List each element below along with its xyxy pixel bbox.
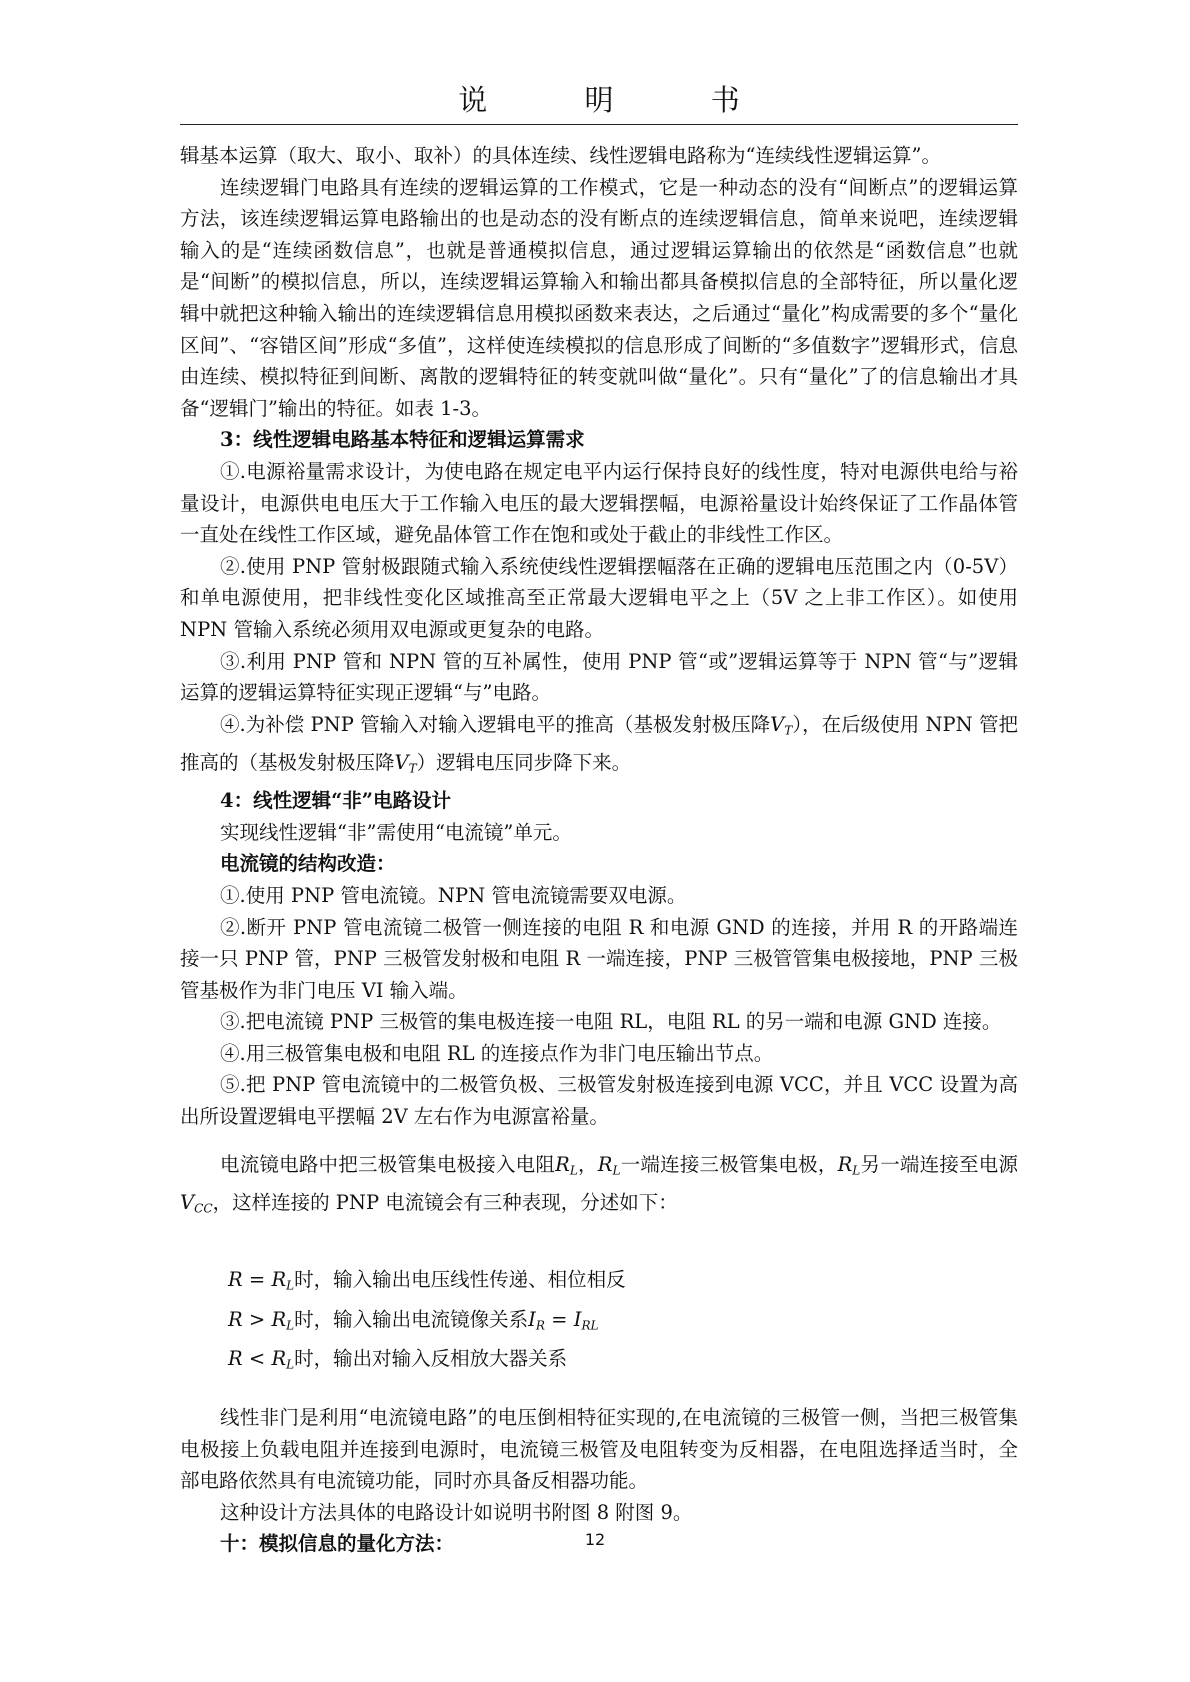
math-symbol: R [597, 1152, 613, 1176]
text: ④.为补偿 PNP 管输入对输入逻辑电平的推高（基极发射极压降 [220, 712, 771, 736]
header-title: 说 明 书 [458, 83, 784, 117]
math-subscript: R [535, 1318, 545, 1333]
math-operator: > [242, 1307, 272, 1331]
section-heading: 4：线性逻辑“非”电路设计 [220, 789, 452, 813]
spacer [180, 1133, 1018, 1149]
page-body [180, 140, 1018, 1560]
math-subscript: L [286, 1278, 295, 1293]
section-heading: 十：模拟信息的量化方法： [220, 1532, 455, 1556]
condition-text: 时，输入输出电压线性传递、相位相反 [294, 1268, 626, 1292]
text: ， [577, 1152, 598, 1176]
math-symbol: V [180, 1190, 195, 1214]
math-operator: = [242, 1268, 272, 1292]
math-symbol: R [271, 1347, 287, 1371]
math-operator: < [242, 1347, 272, 1371]
paragraph: 实现线性逻辑“非”需使用“电流镜”单元。 [220, 820, 572, 844]
condition-text: 时，输出对输入反相放大器关系 [294, 1347, 568, 1371]
math-symbol: R [271, 1307, 287, 1331]
text: ，这样连接的 PNP 电流镜会有三种表现，分述如下： [212, 1190, 678, 1214]
paragraph: ①.电源裕量需求设计，为使电路在规定电平内运行保持良好的线性度，特对电源供电给与裕量设计，电源供电电压大于工作输入电压的最大逻辑摆幅，电源裕量设计始终保证了工作晶体管一直处在线性工作区域，避免晶体管工作在饱和或处于截止的非线性工作区。 [180, 459, 1018, 547]
spacer [180, 1225, 1018, 1263]
condition-text: 时，输入输出电流镜像关系 [294, 1307, 529, 1331]
math-symbol: R [555, 1152, 570, 1176]
text: 另一端连接至电源 [860, 1152, 1018, 1176]
text: 一端连接三极管集电极， [620, 1152, 838, 1176]
header-rule [180, 124, 1018, 125]
paragraph: ④.用三极管集电极和电阻 RL 的连接点作为非门电压输出节点。 [220, 1041, 774, 1065]
paragraph: ②.断开 PNP 管电流镜二极管一侧连接的电阻 R 和电源 GND 的连接，并用 R 的开路端连接一只 PNP 管，PNP 三极管发射极和电阻 R 一端连接，PNP 三极管管集电极接地，PNP 三极管基极作为非门电压 VI 输入端。 [180, 915, 1018, 1002]
paragraph: ⑤.把 PNP 管电流镜中的二极管负极、三极管发射极连接到电源 VCC，并且 VCC 设置为高出所设置逻辑电平摆幅 2V 左右作为电源富裕量。 [180, 1073, 1018, 1129]
condition-line [180, 1303, 1018, 1343]
math-subscript: L [852, 1163, 861, 1178]
paragraph: ①.使用 PNP 管电流镜。NPN 管电流镜需要双电源。 [220, 883, 687, 907]
paragraph-rl-first [180, 1149, 1018, 1225]
math-subscript: L [286, 1357, 295, 1372]
math-subscript: T [784, 723, 793, 738]
subheading: 电流镜的结构改造： [220, 852, 396, 876]
paragraph: ②.使用 PNP 管射极跟随式输入系统使线性逻辑摆幅落在正确的逻辑电压范围之内（0-5V）和单电源使用，把非线性变化区域推高至正常最大逻辑电平之上（5V 之上非工作区）。如使用 NPN 管输入系统必须用双电源或更复杂的电路。 [180, 554, 1018, 641]
paragraph: 连续逻辑门电路具有连续的逻辑运算的工作模式，它是一种动态的没有“间断点”的逻辑运算方法，该连续逻辑运算电路输出的也是动态的没有断点的连续逻辑信息，简单来说吧，连续逻辑输入的是“连续函数信息”，也就是普通模拟信息，通过逻辑运算输出的依然是“函数信息”也就是“间断”的模拟信息，所以，连续逻辑运算输入和输出都具备模拟信息的全部特征，所以量化逻辑中就把这种输入输出的连续逻辑信息用模拟函数来表达，之后通过“量化”构成需要的多个“量化区间”、“容错区间”形成“多值”，这样使连续模拟的信息形成了间断的“多值数字”逻辑形式，信息由连续、模拟特征到间断、离散的逻辑特征的转变就叫做“量化”。只有“量化”了的信息输出才具备“逻辑门”输出的特征。如表 1-3。 [180, 175, 1018, 420]
math-symbol: V [770, 712, 785, 736]
paragraph-vt [180, 709, 1018, 785]
math-symbol: I [528, 1307, 536, 1331]
paragraph: 线性非门是利用“电流镜电路”的电压倒相特征实现的,在电流镜的三极管一侧，当把三极管集电极接上负载电阻并连接到电源时，电流镜三极管及电阻转变为反相器，在电阻选择适当时，全部电路依然具有电流镜功能，同时亦具备反相器功能。 [180, 1405, 1018, 1493]
paragraph: 辑基本运算（取大、取小、取补）的具体连续、线性逻辑电路称为“连续线性逻辑运算”。 [180, 144, 941, 167]
section-heading: 3：线性逻辑电路基本特征和逻辑运算需求 [220, 428, 585, 452]
math-subscript: T [408, 761, 417, 776]
math-symbol: R [837, 1152, 853, 1176]
math-symbol: V [394, 750, 409, 774]
math-symbol: R [228, 1307, 243, 1331]
math-subscript: L [612, 1163, 621, 1178]
condition-line [180, 1342, 1018, 1382]
text: ）逻辑电压同步降下来。 [416, 750, 632, 774]
math-symbol: R [228, 1347, 243, 1371]
math-symbol: = I [544, 1307, 582, 1331]
math-subscript: RL [581, 1318, 599, 1333]
math-subscript: L [286, 1318, 295, 1333]
math-symbol: R [228, 1268, 243, 1292]
page-number: 12 [584, 1530, 606, 1549]
math-subscript: CC [194, 1201, 213, 1216]
text: ），在后级使用 NPN 管把推高的（基极发射极压降 [180, 712, 1018, 774]
condition-line [180, 1263, 1018, 1303]
spacer [180, 1382, 1018, 1402]
math-subscript: L [569, 1163, 578, 1178]
text: 电流镜电路中把三极管集电极接入电阻 [220, 1152, 556, 1176]
paragraph: ③.把电流镜 PNP 三极管的集电极连接一电阻 RL，电阻 RL 的另一端和电源 GND 连接。 [220, 1010, 1002, 1034]
paragraph: ③.利用 PNP 管和 NPN 管的互补属性，使用 PNP 管“或”逻辑运算等于 NPN 管“与”逻辑运算的逻辑运算特征实现正逻辑“与”电路。 [180, 649, 1018, 705]
math-symbol: R [271, 1268, 287, 1292]
paragraph: 这种设计方法具体的电路设计如说明书附图 8 附图 9。 [220, 1500, 693, 1524]
